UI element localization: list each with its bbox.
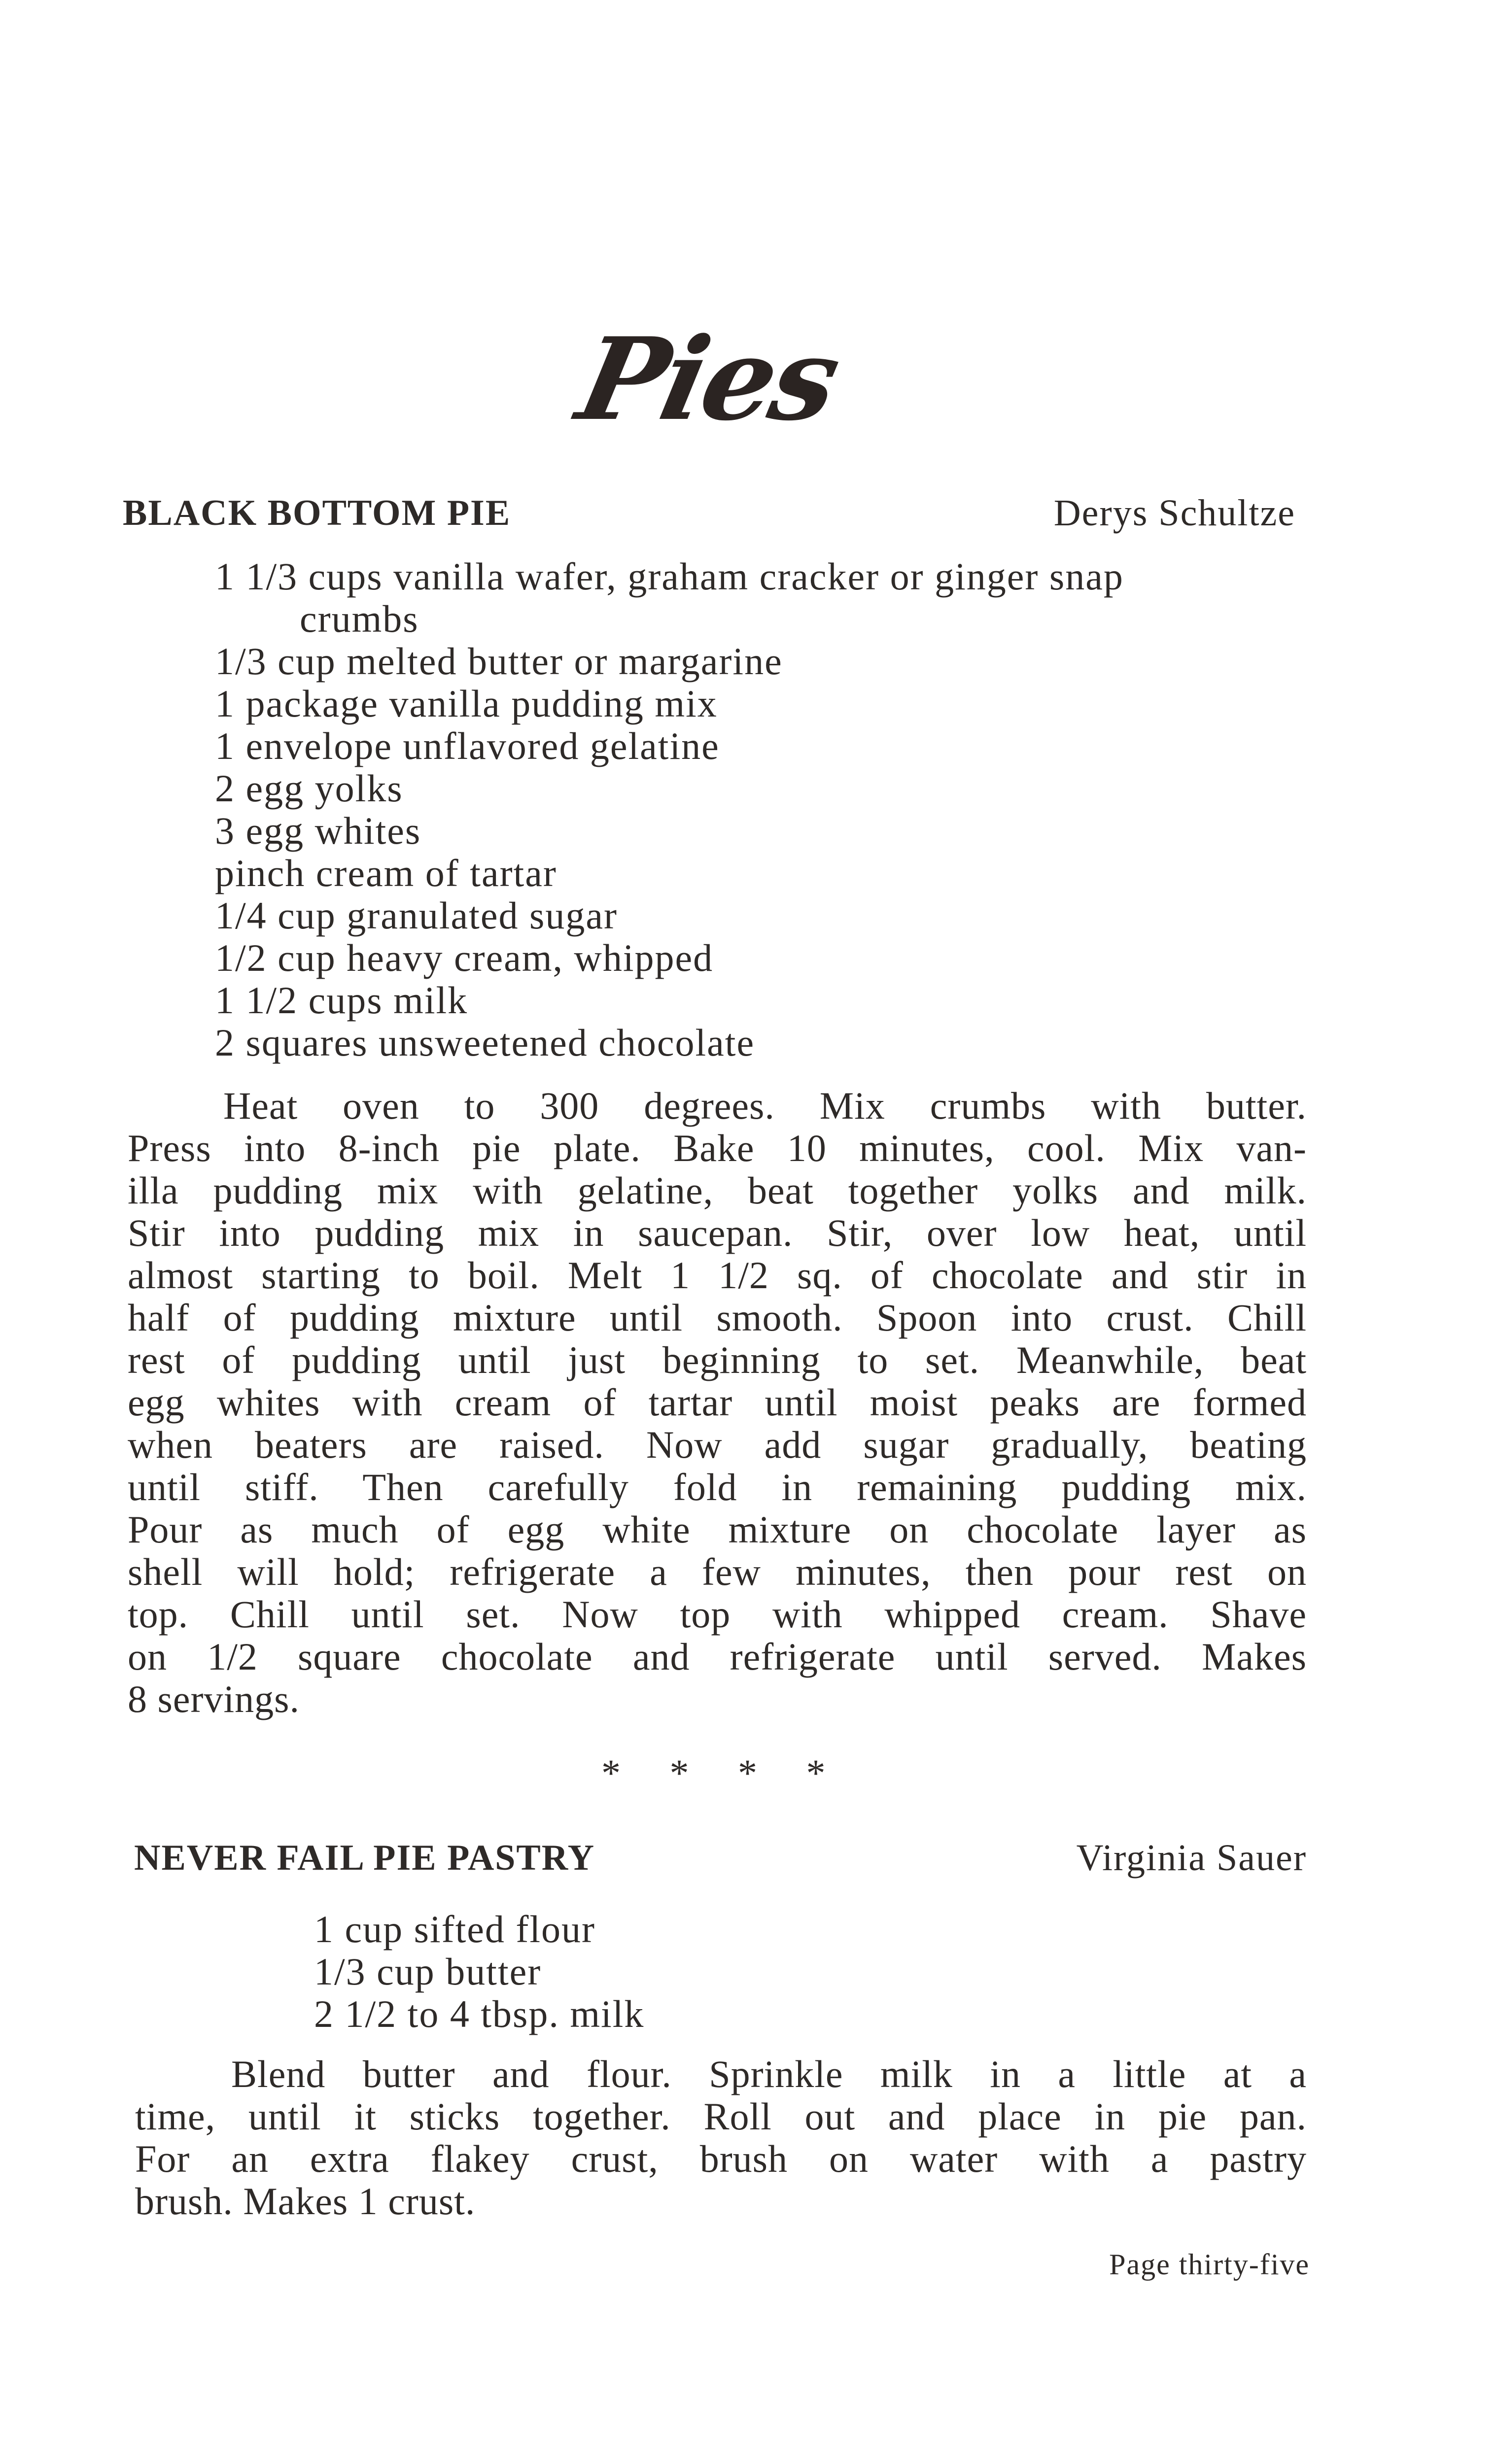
ingredient: 1/2 cup heavy cream, whipped (215, 936, 714, 979)
ingredient: 2 egg yolks (215, 767, 403, 810)
recipe-author: Virginia Sauer (1076, 1837, 1307, 1879)
ingredient: 3 egg whites (215, 809, 421, 852)
directions-line: illa pudding mix with gelatine, beat together yolks and milk. (128, 1169, 1307, 1212)
ingredient: 1 1/3 cups vanilla wafer, graham cracker or ginger snap (215, 555, 1124, 598)
ingredient: 1 cup sifted flour (314, 1908, 596, 1951)
directions-line: Stir into pudding mix in saucepan. Stir, over low heat, until (128, 1211, 1307, 1254)
ingredient: 2 1/2 to 4 tbsp. milk (314, 1992, 645, 2035)
directions-line: half of pudding mixture until smooth. Spoon into crust. Chill (128, 1296, 1307, 1339)
ingredient-list (314, 1908, 644, 2035)
directions-line: when beaters are raised. Now add sugar gradually, beating (128, 1423, 1307, 1466)
ingredient-list (215, 555, 1124, 1064)
separator: * * * * (601, 1751, 845, 1794)
ingredient: 2 squares unsweetened chocolate (215, 1021, 755, 1064)
section-title: Pies (567, 313, 848, 446)
ingredient: 1/3 cup butter (314, 1950, 542, 1993)
ingredient: 1 envelope unflavored gelatine (215, 724, 720, 767)
directions-line: For an extra flakey crust, brush on water with a pastry (135, 2137, 1307, 2180)
page-number: Page thirty-five (1109, 2248, 1310, 2281)
directions-line: egg whites with cream of tartar until moist peaks are formed (128, 1381, 1307, 1424)
recipe-title: NEVER FAIL PIE PASTRY (134, 1838, 595, 1878)
ingredient-continuation: crumbs (300, 597, 419, 640)
directions-line: Heat oven to 300 degrees. Mix crumbs with butter. (223, 1084, 1307, 1127)
ingredient: 1 1/2 cups milk (215, 979, 468, 1022)
directions-line: time, until it sticks together. Roll out and place in pie pan. (135, 2095, 1307, 2138)
directions (128, 1085, 1307, 1720)
directions-line: Blend butter and flour. Sprinkle milk in a little at a (231, 2053, 1307, 2095)
directions-line: almost starting to boil. Melt 1 1/2 sq. of chocolate and stir in (128, 1254, 1307, 1297)
directions-line: until stiff. Then carefully fold in remaining pudding mix. (128, 1466, 1307, 1508)
directions-line: top. Chill until set. Now top with whipped cream. Shave (128, 1593, 1307, 1636)
recipe-title: BLACK BOTTOM PIE (123, 493, 511, 533)
ingredient: 1/3 cup melted butter or margarine (215, 640, 783, 683)
directions (135, 2053, 1307, 2223)
ingredient: pinch cream of tartar (215, 852, 557, 894)
directions-line: Press into 8-inch pie plate. Bake 10 minutes, cool. Mix van- (128, 1127, 1307, 1169)
recipe-author: Derys Schultze (1053, 492, 1295, 534)
directions-line: on 1/2 square chocolate and refrigerate until served. Makes (128, 1635, 1307, 1678)
directions-line: brush. Makes 1 crust. (135, 2180, 476, 2223)
directions-line: Pour as much of egg white mixture on chocolate layer as (128, 1508, 1307, 1551)
ingredient: 1 package vanilla pudding mix (215, 682, 718, 725)
ingredient: 1/4 cup granulated sugar (215, 894, 618, 937)
directions-line: rest of pudding until just beginning to set. Meanwhile, beat (128, 1338, 1307, 1381)
directions-line: shell will hold; refrigerate a few minutes, then pour rest on (128, 1550, 1307, 1593)
directions-line: 8 servings. (128, 1677, 300, 1720)
